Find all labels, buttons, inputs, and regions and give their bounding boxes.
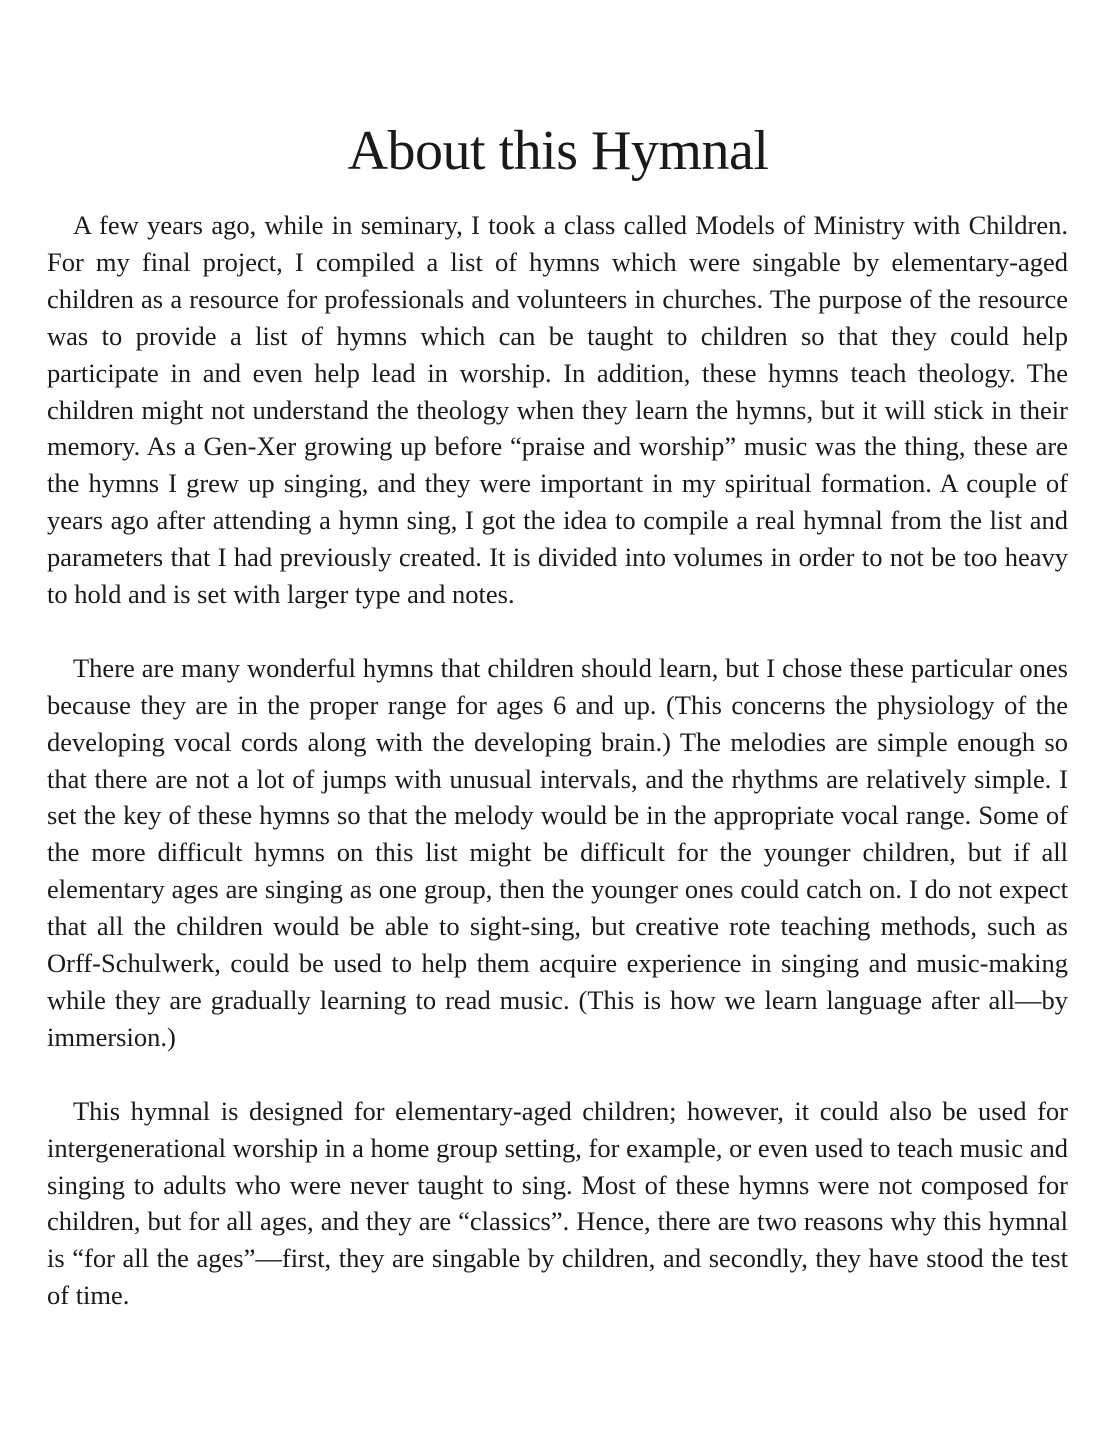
paragraph: This hymnal is designed for elementary-aged children; however, it could also be used for intergenerational worship in a home group setting, for example, or even used to teach music and singing to adults who were never taught to sing. Most of these hymns were not composed for children, but for all ages, and they are “classics”. Hence, there are two reasons why this hymnal is “for all the ages”—first, they are singable by children, and secondly, they have stood the test of time. [47, 1095, 1068, 1311]
body-text [47, 207, 1068, 1314]
paragraph: There are many wonderful hymns that children should learn, but I chose these particular ones because they are in the proper range for ages 6 and up. (This concerns the physiology of the developing vocal cords along with the developing brain.) The melodies are simple enough so that there are not a lot of jumps with unusual intervals, and the rhythms are relatively simple. I set the key of these hymns so that the melody would be in the appropriate vocal range. Some of the more difficult hymns on this list might be difficult for the younger children, but if all elementary ages are singing as one group, then the younger ones could catch on. I do not expect that all the children would be able to sight-sing, but creative rote teaching methods, such as Orff-Schulwerk, could be used to help them acquire experience in singing and music-making while they are gradually learning to read music. (This is how we learn language after all—by immersion.) [47, 652, 1068, 1052]
page-title: About this Hymnal [347, 120, 769, 182]
paragraph: A few years ago, while in seminary, I took a class called Models of Ministry with Children. For my final project, I compiled a list of hymns which were singable by elementary-aged children as a resource for professionals and volunteers in churches. The purpose of the resource was to provide a list of hymns which can be taught to children so that they could help participate in and even help lead in worship. In addition, these hymns teach theology. The children might not understand the theology when they learn the hymns, but it will stick in their memory. As a Gen-Xer growing up before “praise and worship” music was the thing, these are the hymns I grew up singing, and they were important in my spiritual formation. A couple of years ago after attending a hymn sing, I got the idea to compile a real hymnal from the list and parameters that I had previously created. It is divided into volumes in order to not be too heavy to hold and is set with larger type and notes. [47, 210, 1068, 610]
